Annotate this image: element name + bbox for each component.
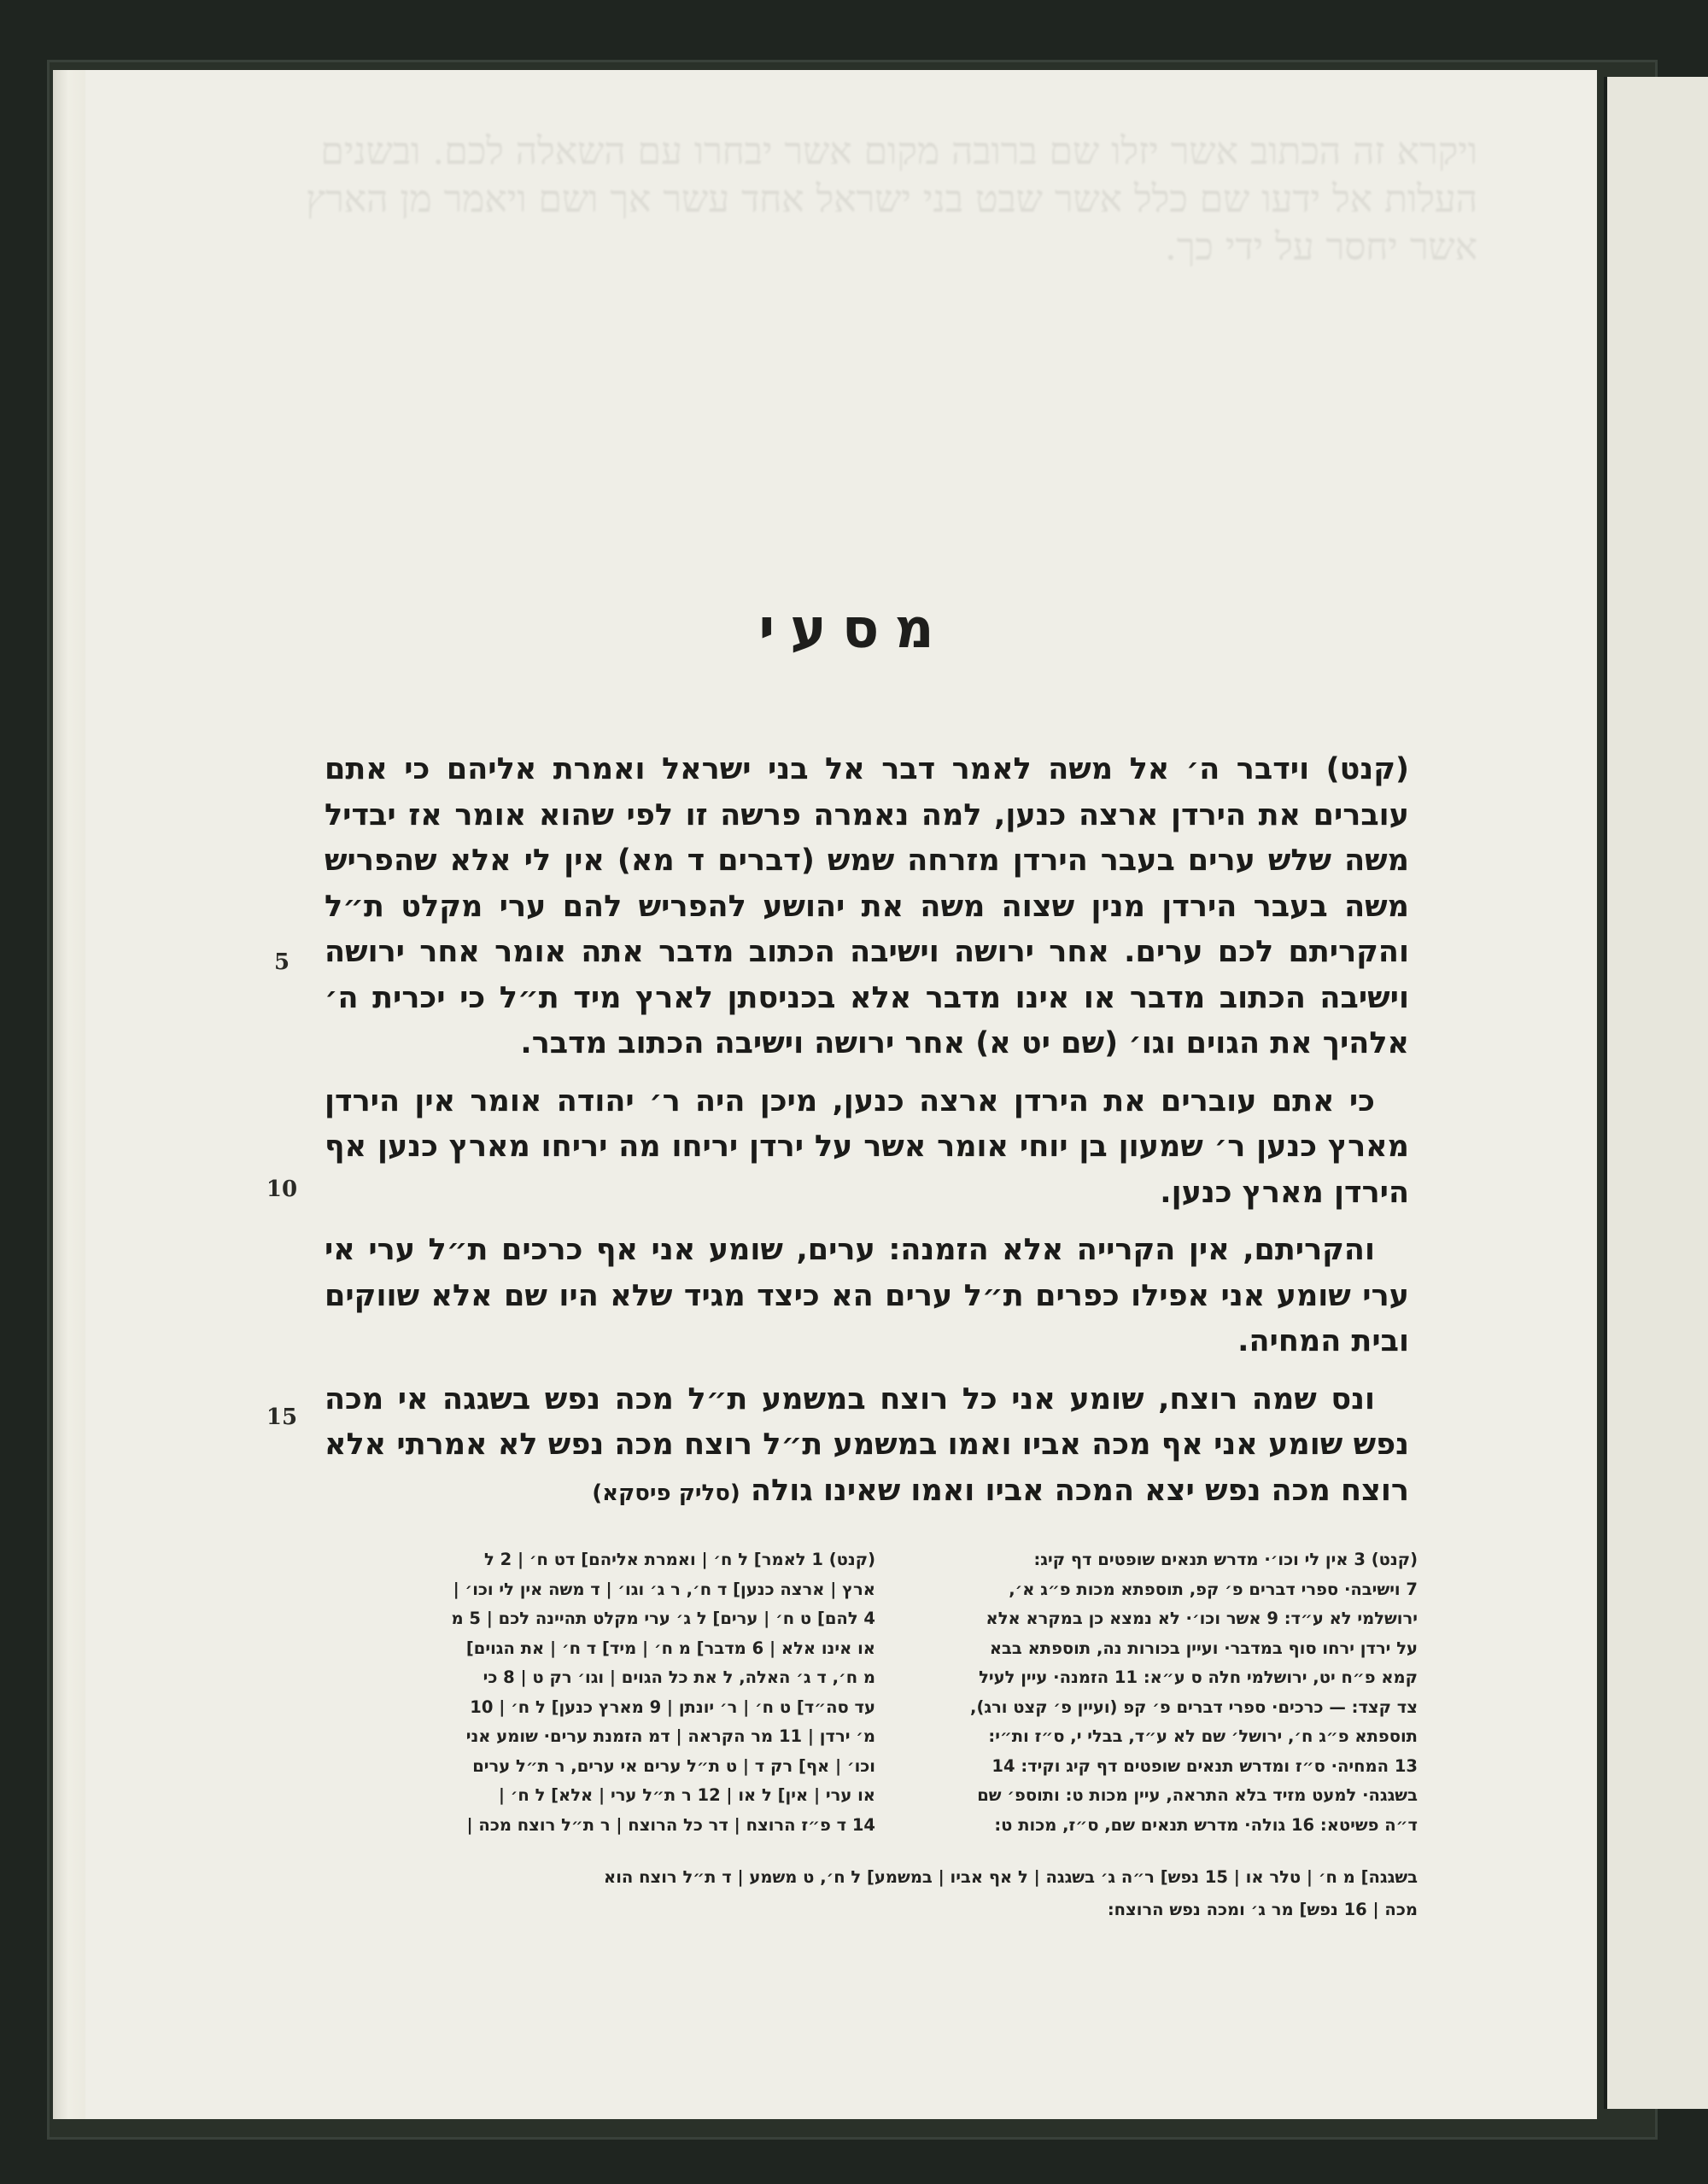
footnote-line: (קנט) 1 לאמר] ל ח׳ | ואמרת אליהם] דט ח׳ | 2 ל bbox=[484, 1550, 875, 1569]
footnote-line: (קנט) 3 אין לי וכו׳· מדרש תנאים שופטים דף קיג: bbox=[1033, 1550, 1418, 1569]
footnotes-variants bbox=[320, 1545, 875, 1840]
footnote-line: קמא פ״ח יט, ירושלמי חלה ס ע״א: 11 הזמנה· עיין לעיל bbox=[979, 1667, 1418, 1687]
footnote-line: ד״ה פשיטא: 16 גולה· מדרש תנאים שם, ס״ז, מכות ט: bbox=[994, 1814, 1418, 1835]
footnotes-sources bbox=[905, 1545, 1418, 1840]
paragraph: כי אתם עוברים את הירדן ארצה כנען, מיכן היה ר׳ יהודה אומר אין הירדן מארץ כנען ר׳ שמעון בן יוחי אומר אשר על ירדן יריחו מה יריחו מארץ כנען אף הירדן מארץ כנען. bbox=[325, 1083, 1409, 1210]
line-number: 10 bbox=[266, 1177, 298, 1202]
line-number: 5 bbox=[273, 949, 290, 975]
footnote-line: מ׳ ירדן | 11 מר הקראה | דמ הזמנת ערים· שומע אני bbox=[465, 1726, 875, 1746]
footnote-line: מכה | 16 נפש] מר ג׳ ומכה נפש הרוצח: bbox=[1107, 1900, 1418, 1919]
footnote-line: על ירדן ירחו סוף במדבר· ועיין בכורות נה, תוספתא בבא bbox=[989, 1638, 1418, 1658]
footnote-line: ירושלמי לא ע״ד: 9 אשר וכו׳· לא נמצא כן במקרא אלא bbox=[986, 1609, 1418, 1628]
paragraph-text: ונס שמה רוצח, שומע אני כל רוצח במשמע ת״ל מכה נפש בשגגה אי מכה נפש שומע אני אף מכה אביו ואמו במשמע ת״ל רוצח מכה נפש לא אמרתי אלא רוצח מכה נפש יצא המכה אביו ואמו שאינו גולה bbox=[325, 1381, 1409, 1508]
page-title: מסעי bbox=[758, 598, 950, 661]
footnote-line: צד קצד: — כרכים· ספרי דברים פ׳ קפ (ועיין פ׳ קצט ורג), bbox=[970, 1696, 1418, 1717]
paragraph: והקריתם, אין הקרייה אלא הזמנה: ערים, שומע אני אף כרכים ת״ל ערי אי ערי שומע אני אפילו כפרים ת״ל ערים הא כיצד מגיד שלא היו שם אלא שווקים ובית המחיה. bbox=[325, 1233, 1409, 1358]
closing-note: (סליק פיסקא) bbox=[592, 1480, 740, 1506]
footnote-line: 13 המחיה· ס״ז ומדרש תנאים שופטים דף קיג וקיד: 14 bbox=[991, 1755, 1418, 1776]
footnote-line: 4 להם] ט ח׳ | ערים] ל ג׳ ערי מקלט תהיינה לכם | 5 מ bbox=[451, 1609, 875, 1628]
footnote-line: תוספתא פ״ג ח׳, ירושל׳ שם לא ע״ד, בבלי י, ס״ז ות״י: bbox=[988, 1726, 1418, 1746]
footnote-line: 7 וישיבה· ספרי דברים פ׳ קפ, תוספתא מכות פ״ג א׳, bbox=[1009, 1579, 1418, 1599]
footnote-line: או אינו אלא | 6 מדבר] מ ח׳ | מיד] ד ח׳ | את הגוים] bbox=[465, 1638, 875, 1658]
line-number: 15 bbox=[266, 1404, 298, 1430]
footnote-line: או ערי | אין] ל או | 12 ר ת״ל ערי | אלא] ל ח׳ | bbox=[498, 1785, 875, 1805]
bleed-through-text: ויקרא זה הכתוב אשר יזלו שם ברובה מקום אשר יבחרו עם השאלה לכם. ובשנים העלות אל ידעו שם כלל אשר שבט בני ישראל אחד עשר אך ושם ויאמר מן הארץ אשר יחסר על ידי כך. bbox=[306, 130, 1477, 269]
footnote-line: בשגגה· למעט מזיד בלא התראה, עיין מכות ט: ותוספ׳ שם bbox=[977, 1785, 1418, 1805]
footnotes-variants-continued bbox=[320, 1861, 1418, 1926]
facing-page-edge bbox=[1604, 77, 1708, 2109]
footnote-line: וכו׳ | אף] רק ד | ט ת״ל ערים אי ערים, ר ת״ל ערים bbox=[472, 1755, 875, 1776]
footnote-line: בשגגה] מ ח׳ | טלר או | 15 נפש] ר״ה ג׳ בשגגה | ל אף אביו | במשמע] ל ח׳, ט משמע | ד ת״ל רוצח הוא bbox=[604, 1867, 1418, 1887]
paragraph bbox=[325, 1377, 1409, 1517]
footnote-line: ארץ | ארצה כנען] ד ח׳, ר ג׳ וגו׳ | ד משה אין לי וכו׳ | bbox=[453, 1579, 875, 1599]
footnote-line: עד סה״ד] ט ח׳ | ר׳ יונתן | 9 מארץ כנען] ל ח׳ | 10 bbox=[470, 1696, 875, 1717]
footnote-line: מ ח׳, ד ג׳ האלה, ל את כל הגוים | וגו׳ רק ט | 8 כי bbox=[483, 1667, 875, 1687]
footnote-line: 14 ד פ״ז הרוצח | דר כל הרוצח | ר ת״ל רוצח מכה | bbox=[466, 1814, 875, 1835]
paragraph: (קנט) וידבר ה׳ אל משה לאמר דבר אל בני ישראל ואמרת אליהם כי אתם עוברים את הירדן ארצה כנען, למה נאמרה פרשה זו לפי שהוא אומר אז יבדיל משה שלש ערים בעבר הירדן מזרחה שמש (דברים ד מא) אין לי אלא שהפריש משה בעבר הירדן מנין שצוה משה את יהושע להפריש להם ערי מקלט ת״ל והקריתם לכם ערים. אחר ירושה וישיבה הכתוב מדבר אתה אומר אחר ירושה וישיבה הכתוב מדבר או אינו מדבר אלא בכניסתן לארץ מיד ת״ל כי יכרית ה׳ אלהיך את הגוים וגו׳ (שם יט א) אחר ירושה וישיבה הכתוב מדבר. bbox=[325, 752, 1409, 1060]
main-text-block bbox=[325, 747, 1409, 1528]
